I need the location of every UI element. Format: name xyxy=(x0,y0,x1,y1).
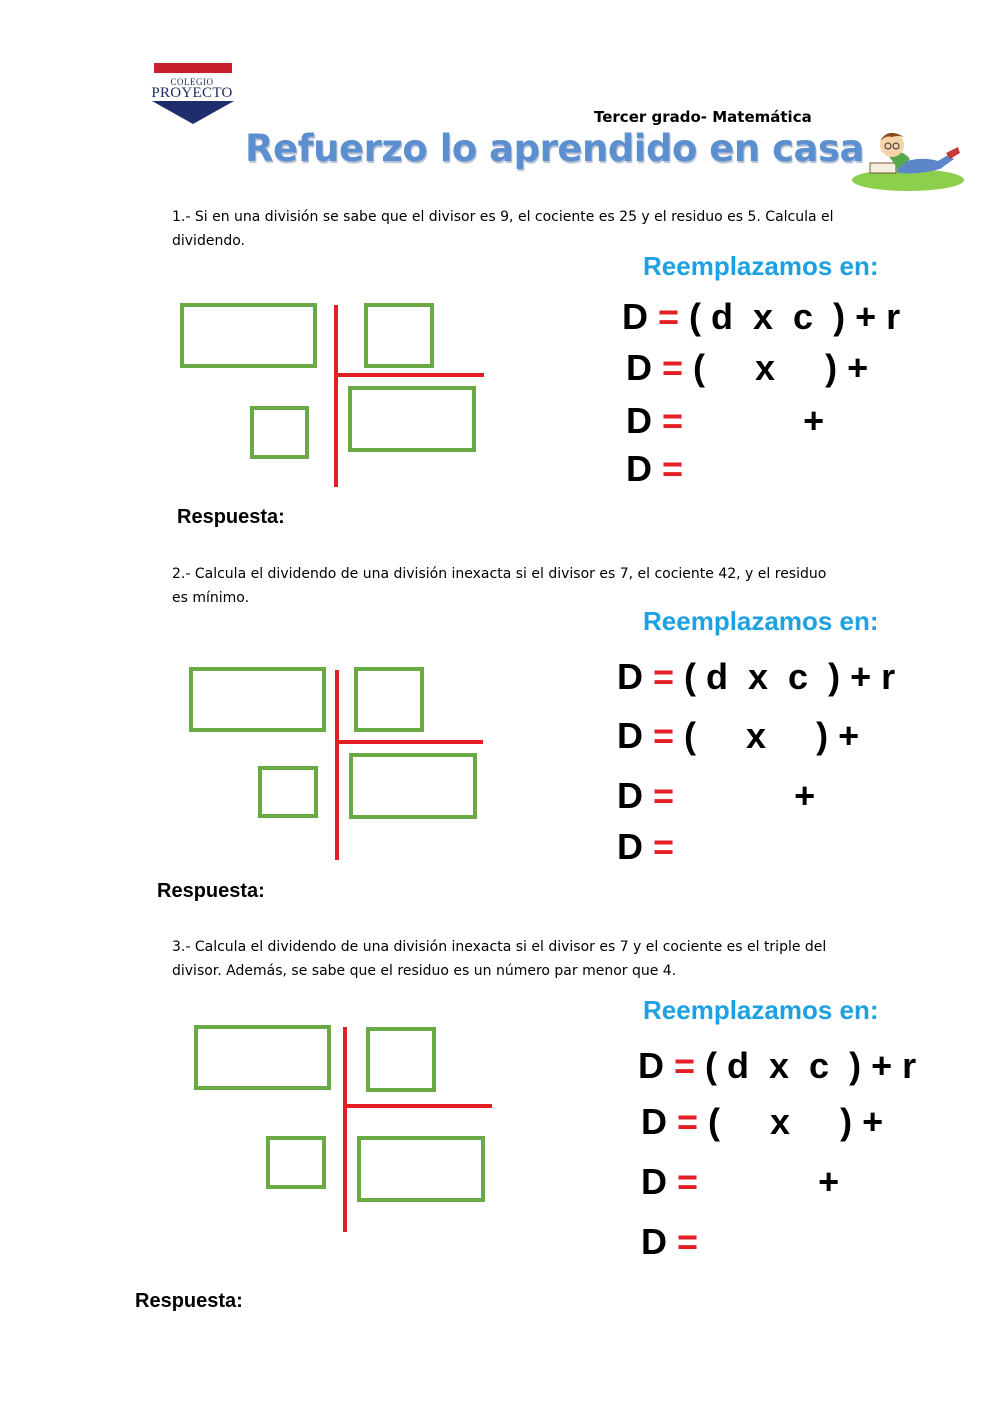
dividend-box[interactable] xyxy=(189,667,326,732)
formula-1-line3: D = + xyxy=(626,400,825,441)
division-vertical-line xyxy=(343,1027,347,1232)
formula-2-line3: D = + xyxy=(617,775,816,816)
question-2-line2: es mínimo. xyxy=(172,590,250,606)
division-vertical-line xyxy=(335,670,339,860)
division-horizontal-line xyxy=(336,373,484,377)
boy-reading-icon xyxy=(848,125,968,195)
question-1-line1: 1.- Si en una división se sabe que el divisor es 9, el cociente es 25 y el residuo es 5. Calcula el xyxy=(172,209,834,225)
question-1-line2: dividendo. xyxy=(172,233,245,249)
quotient-box[interactable] xyxy=(349,753,477,819)
logo-line1: COLEGIO xyxy=(170,77,214,87)
formula-1-line1: D = ( d x c ) + r xyxy=(622,296,901,337)
divisor-box[interactable] xyxy=(354,667,424,732)
page-title: Refuerzo lo aprendido en casa xyxy=(245,127,864,170)
dividend-box[interactable] xyxy=(180,303,317,368)
question-3-line1: 3.- Calcula el dividendo de una división inexacta si el divisor es 7 y el cociente es el triple del xyxy=(172,939,827,955)
remainder-box[interactable] xyxy=(258,766,318,818)
formula-2-line1: D = ( d x c ) + r xyxy=(617,656,896,697)
division-horizontal-line xyxy=(337,740,483,744)
divisor-box[interactable] xyxy=(366,1027,436,1092)
question-3-line2: divisor. Además, se sabe que el residuo es un número par menor que 4. xyxy=(172,963,677,979)
quotient-box[interactable] xyxy=(348,386,476,452)
question-3 xyxy=(172,935,872,983)
question-1 xyxy=(172,205,872,253)
school-logo xyxy=(140,60,250,126)
divisor-box[interactable] xyxy=(364,303,434,368)
remainder-box[interactable] xyxy=(266,1136,326,1189)
division-horizontal-line xyxy=(345,1104,492,1108)
formula-2-line4: D = xyxy=(617,826,675,867)
formula-1-line4: D = xyxy=(626,448,684,489)
remainder-box[interactable] xyxy=(250,406,309,459)
formula-3-line1: D = ( d x c ) + r xyxy=(638,1045,917,1086)
division-vertical-line xyxy=(334,305,338,487)
formula-2-line2: D = ( x ) + xyxy=(617,715,860,756)
formula-3-line2: D = ( x ) + xyxy=(641,1101,884,1142)
formula-3-line3: D = + xyxy=(641,1161,840,1202)
quotient-box[interactable] xyxy=(357,1136,485,1202)
respuesta-label-2: Respuesta: xyxy=(157,880,265,902)
respuesta-label-1: Respuesta: xyxy=(177,506,285,528)
respuesta-label-3: Respuesta: xyxy=(135,1290,243,1312)
reemplazamos-label-1: Reemplazamos en: xyxy=(643,251,879,281)
question-2-line1: 2.- Calcula el dividendo de una división inexacta si el divisor es 7, el cociente 42, y el residuo xyxy=(172,566,827,582)
reemplazamos-label-2: Reemplazamos en: xyxy=(643,606,879,636)
reemplazamos-label-3: Reemplazamos en: xyxy=(643,995,879,1025)
logo-line2: PROYECTO xyxy=(151,85,233,101)
grade-label: Tercer grado- Matemática xyxy=(594,108,812,126)
formula-1-line2: D = ( x ) + xyxy=(626,347,869,388)
question-2 xyxy=(172,562,872,610)
formula-3-line4: D = xyxy=(641,1221,699,1262)
dividend-box[interactable] xyxy=(194,1025,331,1090)
